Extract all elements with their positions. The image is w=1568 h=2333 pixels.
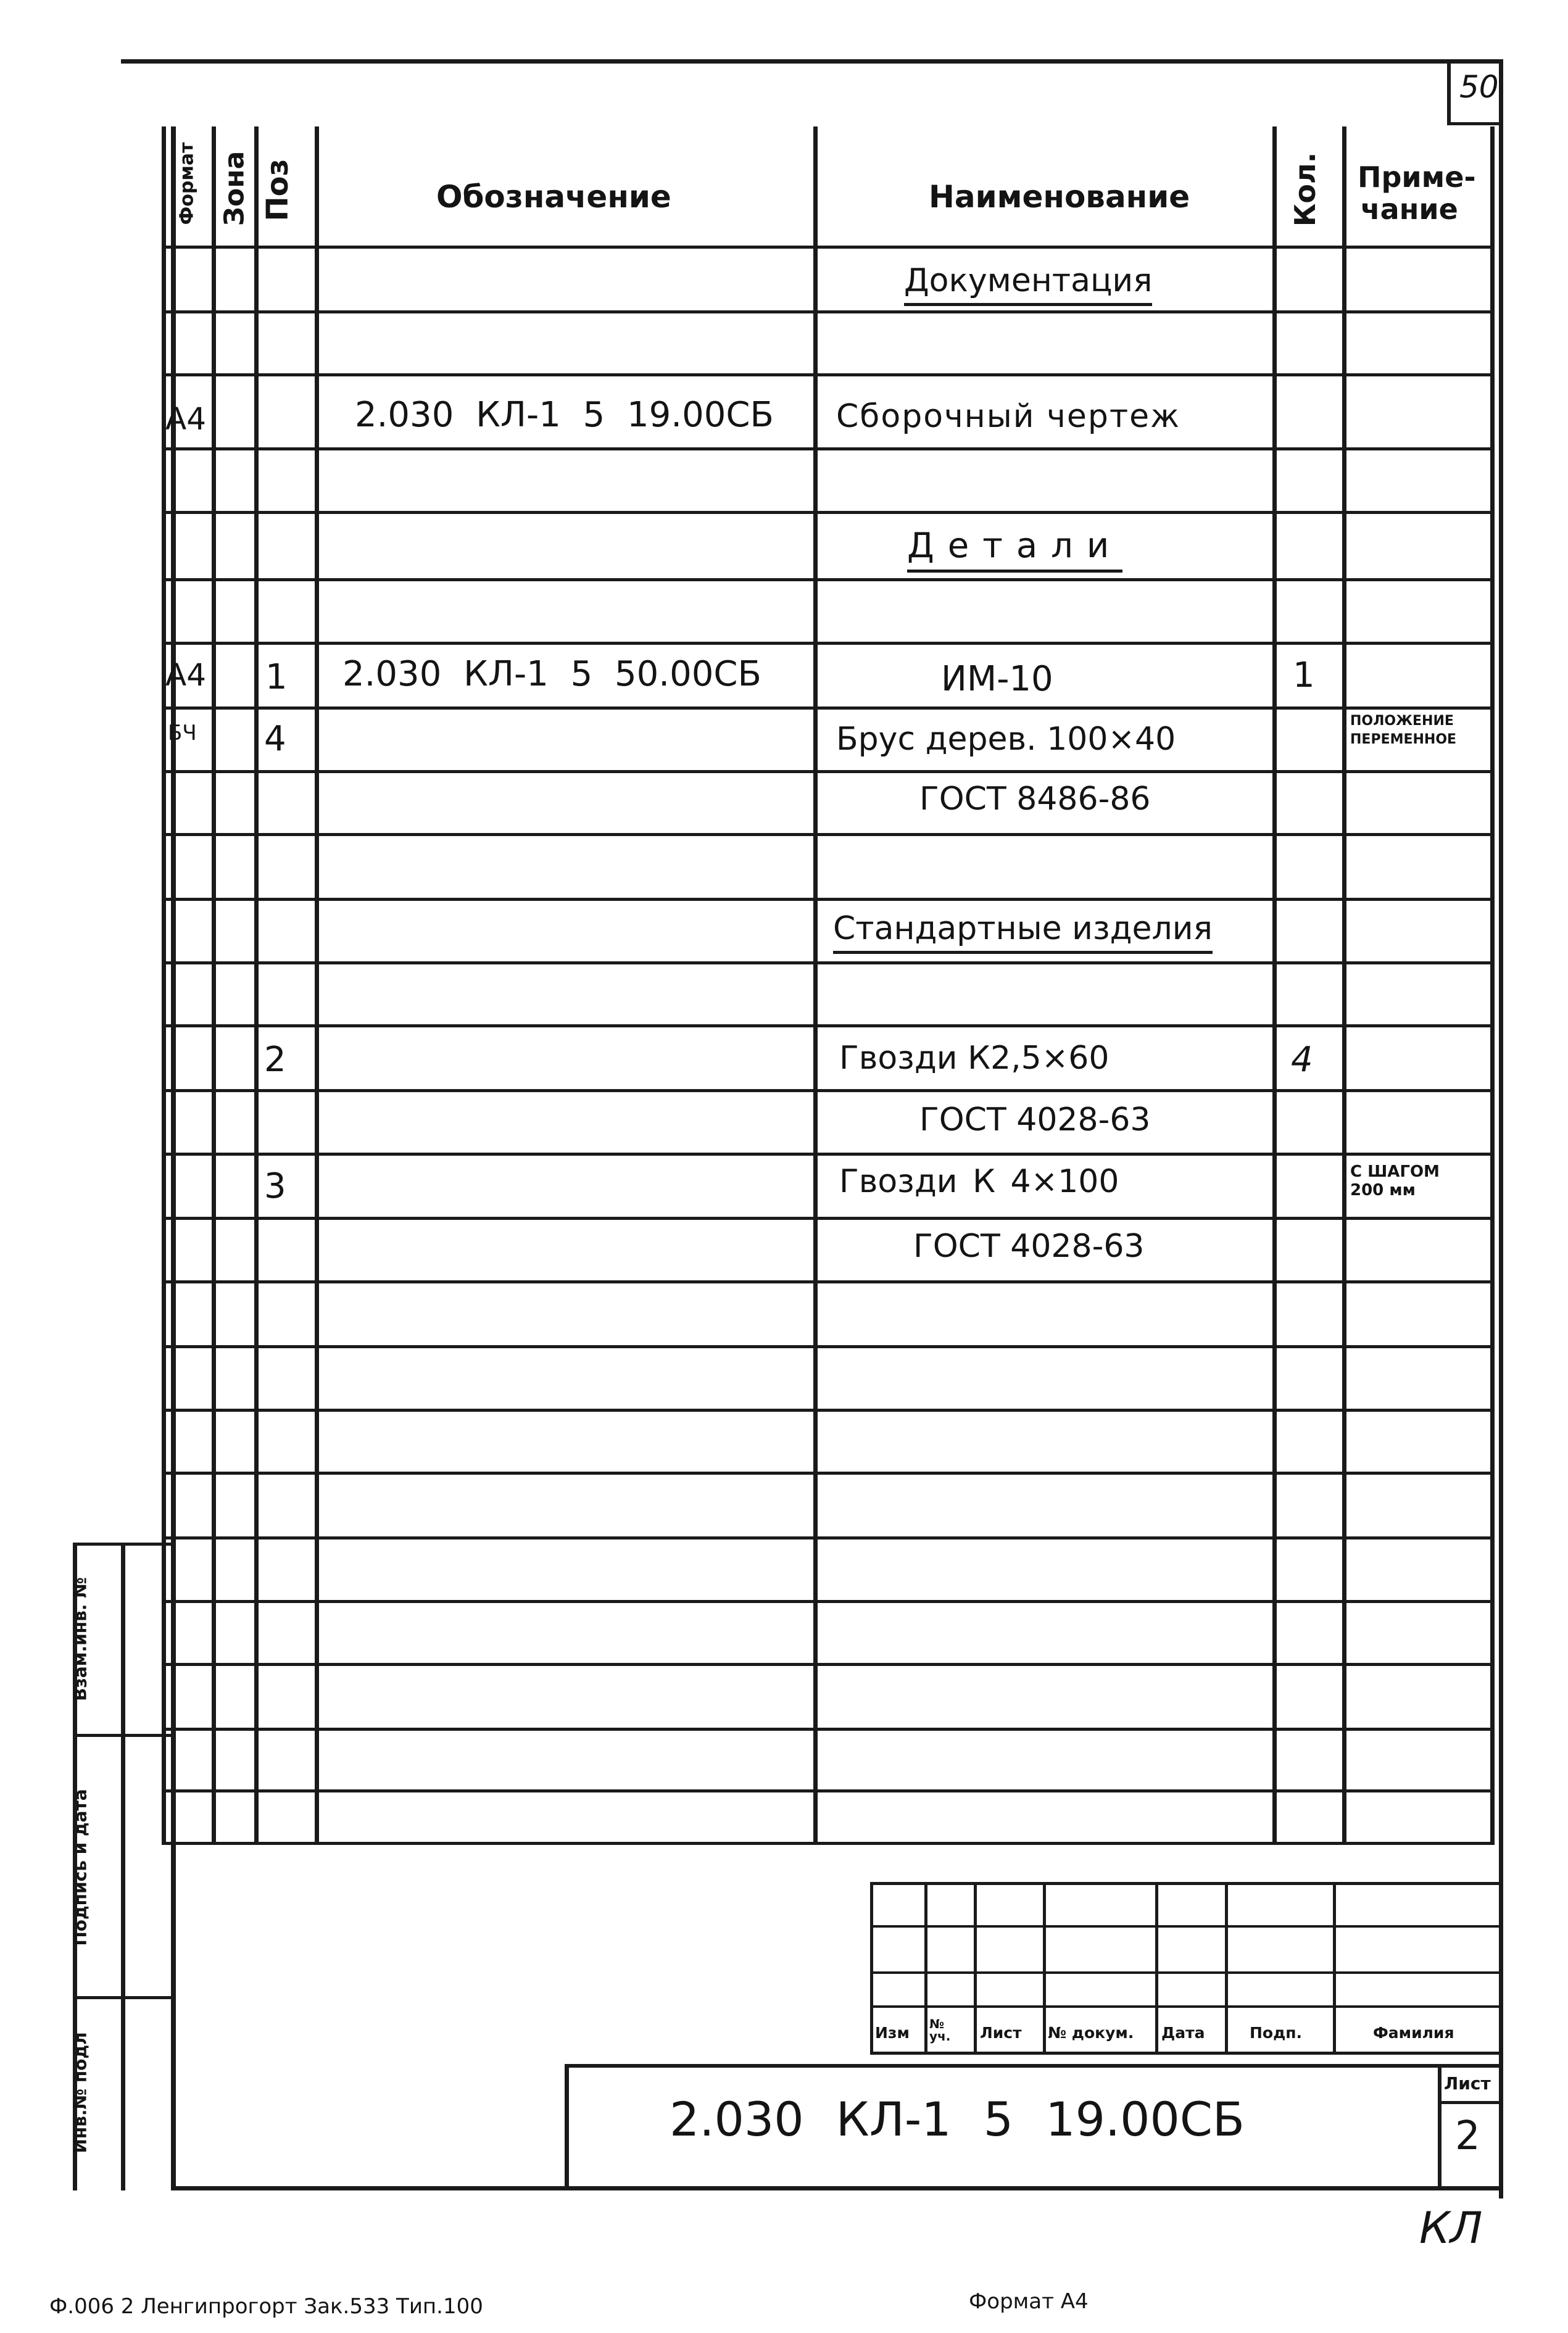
row8-note-line2: ПЕРЕМЕННОЕ (1350, 732, 1457, 747)
col-line-pos (254, 126, 259, 1845)
col-line-note (1342, 126, 1346, 1845)
section-documentation-label: Документация (904, 262, 1152, 306)
row-line (162, 1536, 1495, 1539)
col-line-zone (212, 126, 216, 1845)
title-block-list: Лист (980, 2024, 1022, 2042)
row8-name: Брус дерев. 100×40 (836, 721, 1176, 758)
section-standard-items-label: Стандартные изделия (833, 910, 1213, 954)
row13-qty: 4 (1291, 1040, 1313, 1080)
title-block-nuch: № уч. (929, 2016, 951, 2044)
signature-mark: КЛ (1419, 2203, 1483, 2253)
row7-designation: 2.030 КЛ-1 5 50.00СБ (342, 654, 761, 694)
title-block-vline (974, 1882, 977, 2055)
row15-note-line1: С ШАГОМ (1350, 1162, 1440, 1181)
title-block-vline (1155, 1882, 1158, 2055)
row-line (162, 1789, 1495, 1792)
frame-top-line (121, 59, 1503, 64)
title-block-podp: Подп. (1250, 2024, 1303, 2042)
footer-left: Ф.006 2 Ленгипрогорт Зак.533 Тип.100 (49, 2294, 483, 2319)
header-note-line1: Приме- (1358, 160, 1476, 194)
col-line-qty (1272, 126, 1277, 1845)
header-zone: Зона (218, 151, 251, 226)
section-documentation (904, 262, 1152, 299)
col-line-name (813, 126, 818, 1845)
footer-right: Формат А4 (969, 2289, 1089, 2314)
title-block-vline (1333, 1882, 1336, 2055)
frame-bottom-line (171, 2186, 1503, 2190)
title-block-header-line (870, 2052, 1500, 2055)
title-block-vline (1225, 1882, 1228, 2055)
row7-name: ИМ-10 (941, 659, 1053, 699)
row8-note-line1: ПОЛОЖЕНИЕ (1350, 713, 1454, 729)
corner-box-left (1447, 59, 1451, 125)
header-designation: Обозначение (436, 179, 671, 215)
row-line (162, 770, 1495, 773)
row3-format: А4 (165, 401, 207, 437)
section-standard-items (833, 910, 1213, 947)
row14-name: ГОСТ 4028-63 (919, 1101, 1151, 1138)
row-line (162, 1280, 1495, 1283)
row15-name: Гвозди К 4×100 (839, 1163, 1119, 1200)
col-line-designation (315, 126, 319, 1845)
row-line (162, 373, 1495, 376)
side-stamp-inv: Инв.№ подл (70, 2032, 91, 2153)
row-line (162, 642, 1495, 645)
row-line (162, 447, 1495, 450)
side-stamp-podpis: Подпись и дата (70, 1789, 91, 1946)
row7-qty: 1 (1293, 655, 1315, 695)
side-stamp-div2 (73, 1996, 175, 1999)
title-block-izm: Изм (875, 2024, 910, 2042)
row3-designation: 2.030 КЛ-1 5 19.00СБ (355, 395, 774, 435)
side-stamp-mid (121, 1543, 125, 2190)
title-block-revision-line (870, 1925, 1500, 1928)
row-line (162, 1217, 1495, 1220)
row7-pos: 1 (265, 657, 288, 697)
title-block-data: Дата (1161, 2024, 1205, 2042)
row-line (162, 578, 1495, 581)
row13-name: Гвозди К2,5×60 (839, 1040, 1110, 1077)
title-block-familiya: Фамилия (1373, 2024, 1454, 2042)
title-block-sheet-label: Лист (1444, 2073, 1491, 2094)
row-line (162, 310, 1495, 313)
sheet-corner-number: 50 (1459, 69, 1499, 105)
title-block-vline (924, 1882, 927, 2055)
row-line (162, 1728, 1495, 1731)
row3-name: Сборочный чертеж (836, 398, 1180, 435)
col-line-right (1490, 126, 1495, 1845)
header-qty: Кол. (1288, 152, 1322, 227)
title-block-revision-top (870, 1882, 1500, 1885)
row8-pos: 4 (264, 719, 286, 759)
header-pos: Поз (260, 159, 295, 222)
title-block-sheet-number: 2 (1455, 2113, 1480, 2159)
side-stamp-div1 (73, 1734, 175, 1737)
sheet-box-divider (1438, 2101, 1500, 2104)
row-line (162, 898, 1495, 901)
row9-name: ГОСТ 8486-86 (919, 781, 1151, 818)
title-block-revision-line (870, 2005, 1500, 2008)
title-block-revision-line (870, 1971, 1500, 1974)
row-line (162, 1153, 1495, 1156)
header-name: Наименование (929, 179, 1190, 215)
designation-box-left (565, 2064, 569, 2190)
side-stamp-vzam: Взам.инв. № (70, 1577, 91, 1701)
row-line (162, 1663, 1495, 1666)
row-line (162, 1024, 1495, 1027)
title-block-vline (870, 1882, 873, 2055)
col-line-format (162, 126, 166, 1845)
header-format: Формат (176, 142, 198, 225)
sheet-box-left (1438, 2064, 1441, 2190)
side-stamp-top (73, 1543, 175, 1546)
row-line (162, 1842, 1495, 1845)
row16-name: ГОСТ 4028-63 (913, 1228, 1145, 1265)
row-line (162, 1600, 1495, 1603)
row8-format: БЧ (168, 721, 197, 745)
corner-box-bottom (1447, 122, 1503, 125)
row13-pos: 2 (264, 1040, 286, 1080)
row-line (162, 961, 1495, 964)
row-line (162, 1089, 1495, 1092)
title-block-ndokum: № докум. (1048, 2024, 1134, 2042)
section-details (907, 526, 1122, 566)
row-line (162, 1472, 1495, 1475)
row7-format: А4 (165, 657, 207, 693)
title-block-designation: 2.030 КЛ-1 5 19.00СБ (670, 2092, 1245, 2147)
row-line (162, 1409, 1495, 1412)
section-details-label: Детали (907, 526, 1122, 573)
row15-pos: 3 (264, 1166, 286, 1206)
frame-right-line (1499, 59, 1503, 2198)
designation-box-top (565, 2064, 1500, 2068)
row-line (162, 707, 1495, 710)
row-line (162, 1345, 1495, 1348)
row15-note-line2: 200 мм (1350, 1181, 1416, 1200)
header-note-line2: чание (1361, 193, 1458, 226)
row-line (162, 511, 1495, 514)
row-line (162, 833, 1495, 836)
title-block-vline (1043, 1882, 1046, 2055)
